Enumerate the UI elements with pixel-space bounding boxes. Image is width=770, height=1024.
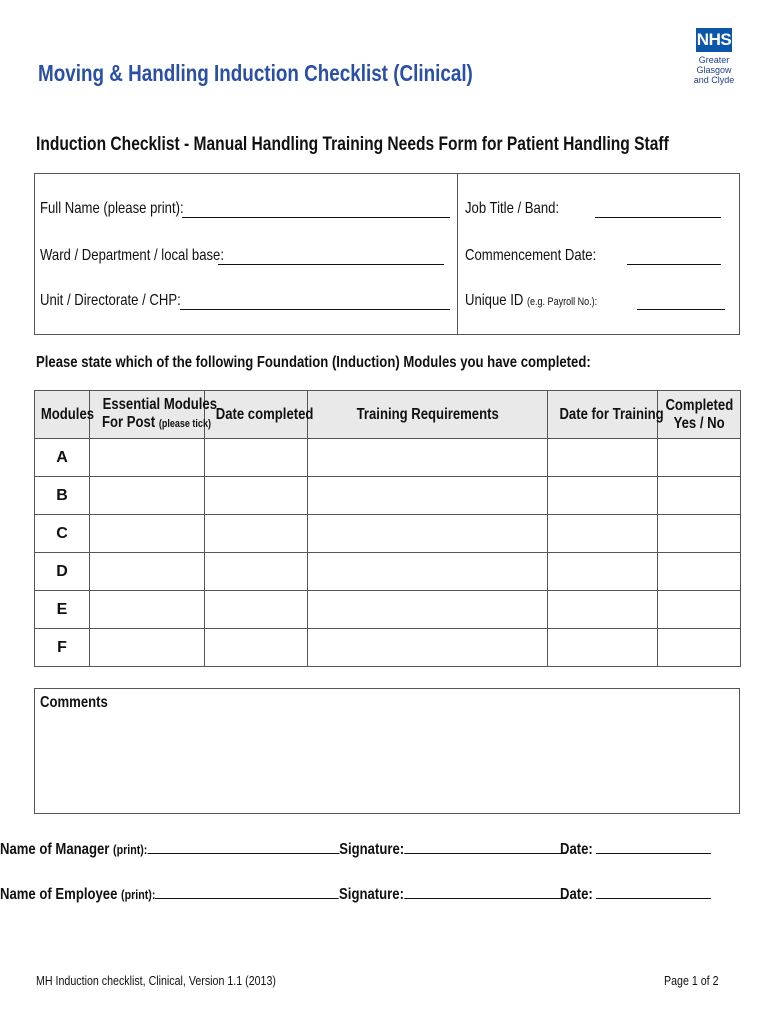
employee-date-field[interactable] xyxy=(560,886,744,904)
module-label: B xyxy=(35,477,90,515)
employee-signature-label: Signature: xyxy=(339,886,404,903)
job-title-label: Job Title / Band: xyxy=(465,200,560,217)
details-divider xyxy=(457,174,458,334)
form-subtitle: Induction Checklist - Manual Handling Training Needs Form for Patient Handling Staff xyxy=(36,134,669,155)
date-completed-cell[interactable] xyxy=(205,515,308,553)
nhs-logo xyxy=(684,28,744,85)
header-essential-modules: Essential Modules For Post (please tick) xyxy=(90,391,205,439)
manager-print-note: (print): xyxy=(113,842,148,857)
date-for-training-cell[interactable] xyxy=(548,591,658,629)
training-requirements-cell[interactable] xyxy=(308,477,548,515)
full-name-label: Full Name (please print): xyxy=(40,200,184,217)
module-label: D xyxy=(35,553,90,591)
header-modules: Modules xyxy=(35,391,90,439)
modules-intro-text: Please state which of the following Foundation (Induction) Modules you have completed: xyxy=(36,354,591,371)
header-date-completed: Date completed xyxy=(205,391,308,439)
header-training-requirements: Training Requirements xyxy=(308,391,548,439)
manager-name-input-line[interactable] xyxy=(147,841,339,854)
essential-tick-cell[interactable] xyxy=(90,439,205,477)
unit-input-line[interactable] xyxy=(180,308,450,310)
job-title-input-line[interactable] xyxy=(595,216,721,218)
date-for-training-cell[interactable] xyxy=(548,629,658,667)
job-title-field[interactable] xyxy=(465,200,735,220)
date-completed-cell[interactable] xyxy=(205,629,308,667)
header-completed: Completed Yes / No xyxy=(658,391,741,439)
full-name-field[interactable] xyxy=(40,200,450,220)
footer-version: MH Induction checklist, Clinical, Version 1.1 (2013) xyxy=(36,973,276,988)
completed-cell[interactable] xyxy=(658,553,741,591)
table-row xyxy=(35,629,741,667)
employee-name-label: Name of Employee xyxy=(0,886,118,903)
employee-date-input-line[interactable] xyxy=(596,886,711,899)
document-title: Moving & Handling Induction Checklist (Clinical) xyxy=(38,60,473,86)
essential-tick-cell[interactable] xyxy=(90,477,205,515)
ward-label: Ward / Department / local base: xyxy=(40,247,225,264)
date-for-training-cell[interactable] xyxy=(548,439,658,477)
essential-tick-cell[interactable] xyxy=(90,629,205,667)
completed-cell[interactable] xyxy=(658,629,741,667)
essential-tick-cell[interactable] xyxy=(90,591,205,629)
completed-cell[interactable] xyxy=(658,515,741,553)
table-row xyxy=(35,439,741,477)
essential-tick-cell[interactable] xyxy=(90,553,205,591)
unit-label: Unit / Directorate / CHP: xyxy=(40,292,181,309)
essential-tick-cell[interactable] xyxy=(90,515,205,553)
training-requirements-cell[interactable] xyxy=(308,591,548,629)
table-row xyxy=(35,477,741,515)
training-requirements-cell[interactable] xyxy=(308,553,548,591)
full-name-input-line[interactable] xyxy=(182,216,450,218)
unique-id-input-line[interactable] xyxy=(637,308,725,310)
module-label: A xyxy=(35,439,90,477)
footer-page-number: Page 1 of 2 xyxy=(664,973,719,988)
manager-signature-input-line[interactable] xyxy=(404,841,566,854)
unique-id-note: (e.g. Payroll No.): xyxy=(526,296,598,308)
commencement-date-input-line[interactable] xyxy=(627,263,721,265)
commencement-date-field[interactable] xyxy=(465,247,735,267)
comments-box[interactable] xyxy=(34,688,740,814)
date-for-training-cell[interactable] xyxy=(548,553,658,591)
staff-details-box xyxy=(34,173,740,335)
date-completed-cell[interactable] xyxy=(205,553,308,591)
employee-name-input-line[interactable] xyxy=(155,886,339,899)
training-requirements-cell[interactable] xyxy=(308,439,548,477)
table-row xyxy=(35,515,741,553)
manager-signature-label: Signature: xyxy=(339,841,405,858)
completed-cell[interactable] xyxy=(658,477,741,515)
unique-id-label: Unique ID xyxy=(465,292,524,309)
manager-name-label: Name of Manager xyxy=(0,841,110,858)
completed-cell[interactable] xyxy=(658,439,741,477)
employee-signature-input-line[interactable] xyxy=(404,886,566,899)
employee-date-label: Date: xyxy=(560,886,593,903)
comments-label: Comments xyxy=(40,694,108,711)
training-requirements-cell[interactable] xyxy=(308,629,548,667)
table-row xyxy=(35,553,741,591)
date-for-training-cell[interactable] xyxy=(548,477,658,515)
modules-table-header xyxy=(35,391,741,439)
manager-date-input-line[interactable] xyxy=(596,841,711,854)
nhs-logo-subtitle: Greater Glasgow and Clyde xyxy=(693,55,735,85)
module-label: E xyxy=(35,591,90,629)
manager-date-field[interactable] xyxy=(560,841,744,859)
table-row xyxy=(35,591,741,629)
manager-date-label: Date: xyxy=(560,841,593,858)
completed-cell[interactable] xyxy=(658,591,741,629)
training-requirements-cell[interactable] xyxy=(308,515,548,553)
ward-field[interactable] xyxy=(40,247,450,267)
employee-print-note: (print): xyxy=(121,887,156,902)
modules-table xyxy=(34,390,741,667)
unique-id-field[interactable] xyxy=(465,292,735,312)
module-label: F xyxy=(35,629,90,667)
module-label: C xyxy=(35,515,90,553)
date-completed-cell[interactable] xyxy=(205,477,308,515)
header-date-for-training: Date for Training xyxy=(548,391,658,439)
ward-input-line[interactable] xyxy=(218,263,444,265)
nhs-logo-mark: NHS xyxy=(696,28,732,52)
commencement-date-label: Commencement Date: xyxy=(465,247,597,264)
date-for-training-cell[interactable] xyxy=(548,515,658,553)
unit-field[interactable] xyxy=(40,292,450,312)
date-completed-cell[interactable] xyxy=(205,591,308,629)
date-completed-cell[interactable] xyxy=(205,439,308,477)
